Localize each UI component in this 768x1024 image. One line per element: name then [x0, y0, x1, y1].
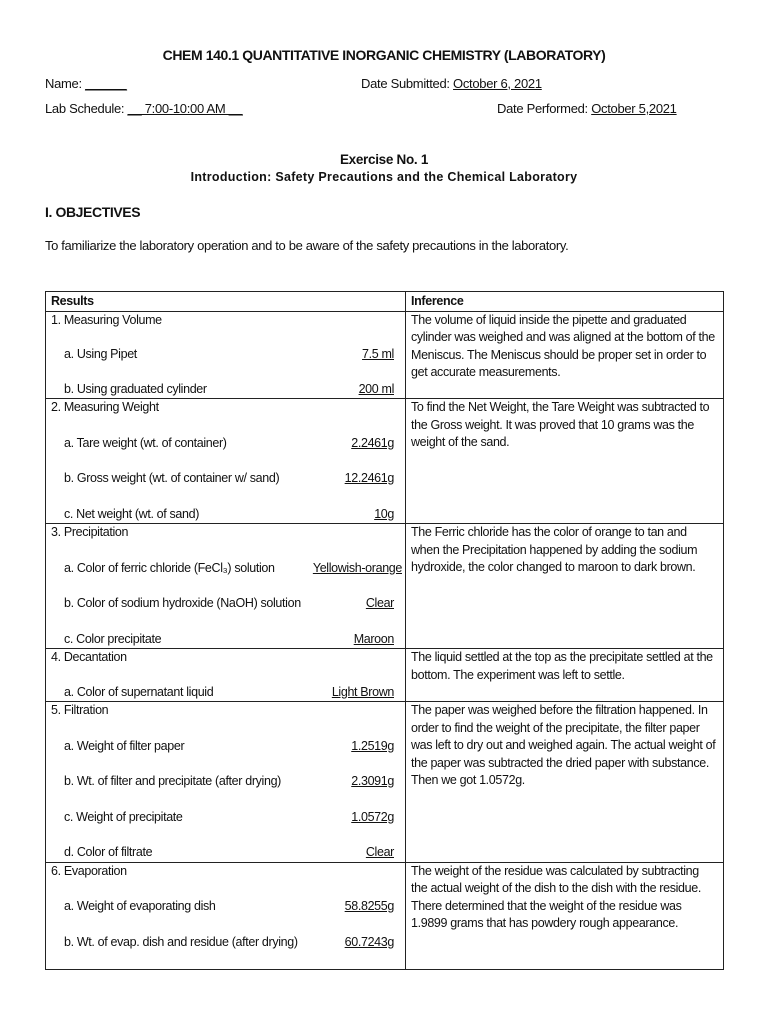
section-title: 6. Evaporation: [51, 863, 127, 878]
exercise-number: Exercise No. 1: [339, 152, 429, 167]
section-title: 1. Measuring Volume: [51, 312, 162, 327]
item-value: 1.0572g: [351, 809, 394, 824]
item-label: a. Color of supernatant liquid: [64, 684, 214, 699]
date-performed-value: October 5,2021: [591, 101, 677, 116]
name-field: [45, 76, 127, 91]
objectives-heading: I. OBJECTIVES: [45, 204, 141, 220]
section-title: 2. Measuring Weight: [51, 400, 159, 414]
item-label: b. Using graduated cylinder: [64, 381, 207, 396]
result-item: [51, 844, 402, 862]
item-label: a. Weight of filter paper: [64, 738, 185, 753]
result-item: [51, 470, 402, 488]
table-header-row: [46, 292, 724, 312]
item-label: d. Color of filtrate: [64, 845, 153, 859]
date-submitted-label: Date Submitted:: [361, 76, 450, 91]
item-value: 2.2461g: [351, 435, 394, 450]
result-item: [51, 684, 402, 702]
item-label: a. Weight of evaporating dish: [64, 899, 216, 913]
inference-header: Inference: [406, 292, 724, 312]
result-item: [51, 631, 402, 649]
result-item: [51, 506, 402, 524]
item-value: Maroon: [353, 631, 394, 646]
results-cell: [46, 399, 406, 524]
item-value: 2.3091g: [351, 774, 394, 788]
result-item: [51, 898, 402, 916]
inference-cell: The paper was weighed before the filtration happened. In order to find the weight of the precipitate, the filter paper was left to dry out and weighed again. The actual weight of the paper was subtracted the dried paper with substance. Then we got 1.0572g.: [406, 702, 724, 863]
inference-cell: The volume of liquid inside the pipette and graduated cylinder was weighed and was aligned at the bottom of the Meniscus. The Meniscus should be proper set in order to get accurate measurements.: [406, 311, 724, 399]
inference-cell: The Ferric chloride has the color of orange to tan and when the Precipitation happened by adding the sodium hydroxide, the color changed to maroon to dark brown.: [406, 524, 724, 649]
table-row: [46, 862, 724, 970]
date-performed-field: [497, 101, 677, 116]
table-row: [46, 524, 724, 649]
item-value: 200 ml: [358, 381, 394, 396]
course-title: CHEM 140.1 QUANTITATIVE INORGANIC CHEMISTRY (LABORATORY): [162, 47, 606, 63]
result-item: [51, 381, 402, 399]
results-cell: [46, 524, 406, 649]
item-label: c. Weight of precipitate: [64, 809, 183, 824]
objectives-text: To familiarize the laboratory operation and to be aware of the safety precautions in the laboratory.: [45, 238, 569, 253]
result-item: [51, 773, 402, 791]
item-value: 1.2519g: [351, 738, 394, 753]
item-value: Clear: [365, 845, 394, 859]
item-label: b. Color of sodium hydroxide (NaOH) solution: [64, 596, 301, 610]
results-header: Results: [46, 292, 406, 312]
inference-cell: The weight of the residue was calculated by subtracting the actual weight of the dish to the dish with the residue. There determined that the weight of the residue was 1.9899 grams that has powdery rough appearance.: [406, 862, 724, 970]
name-value: ______: [85, 76, 127, 91]
lab-schedule-field: [45, 101, 243, 116]
results-table: [45, 291, 724, 970]
item-label: a. Tare weight (wt. of container): [64, 435, 227, 450]
item-label: b. Gross weight (wt. of container w/ sand): [64, 471, 280, 485]
inference-cell: To find the Net Weight, the Tare Weight was subtracted to the Gross weight. It was proved that 10 grams was the weight of the sand.: [406, 399, 724, 524]
item-value: 7.5 ml: [362, 347, 394, 361]
date-performed-label: Date Performed:: [497, 101, 588, 116]
date-submitted-field: [361, 76, 542, 91]
table-row: [46, 399, 724, 524]
item-label: b. Wt. of evap. dish and residue (after drying): [64, 934, 298, 949]
lab-schedule-label: Lab Schedule:: [45, 101, 125, 116]
result-item: [51, 934, 402, 952]
result-item: [51, 738, 402, 756]
results-cell: [46, 862, 406, 970]
name-label: Name:: [45, 76, 82, 91]
exercise-title: Introduction: Safety Precautions and the Chemical Laboratory: [190, 170, 578, 184]
item-label: a. Using Pipet: [64, 347, 137, 361]
table-row: [46, 311, 724, 399]
inference-cell: The liquid settled at the top as the precipitate settled at the bottom. The experiment was left to settle.: [406, 649, 724, 702]
item-label: b. Wt. of filter and precipitate (after drying): [64, 774, 281, 788]
item-value: 60.7243g: [344, 934, 394, 949]
item-value: 58.8255g: [344, 899, 394, 913]
table-row: [46, 702, 724, 863]
item-value: Clear: [365, 596, 394, 610]
results-cell: [46, 311, 406, 399]
result-item: [51, 560, 402, 578]
item-label: c. Net weight (wt. of sand): [64, 506, 200, 521]
date-submitted-value: October 6, 2021: [453, 76, 542, 91]
lab-schedule-value: __ 7:00-10:00 AM __: [127, 101, 243, 116]
item-value: Yellowish-orange: [312, 560, 402, 575]
result-item: [51, 346, 402, 364]
item-value: 10g: [374, 506, 394, 521]
results-cell: [46, 649, 406, 702]
item-value: 12.2461g: [344, 471, 394, 485]
result-item: [51, 809, 402, 827]
item-label: c. Color precipitate: [64, 631, 162, 646]
table-row: [46, 649, 724, 702]
item-value: Light Brown: [331, 684, 394, 699]
result-item: [51, 595, 402, 613]
item-label: a. Color of ferric chloride (FeCl₃) solution: [64, 560, 275, 575]
section-title: 5. Filtration: [51, 703, 109, 717]
section-title: 3. Precipitation: [51, 525, 129, 539]
results-cell: [46, 702, 406, 863]
result-item: [51, 435, 402, 453]
section-title: 4. Decantation: [51, 650, 127, 664]
